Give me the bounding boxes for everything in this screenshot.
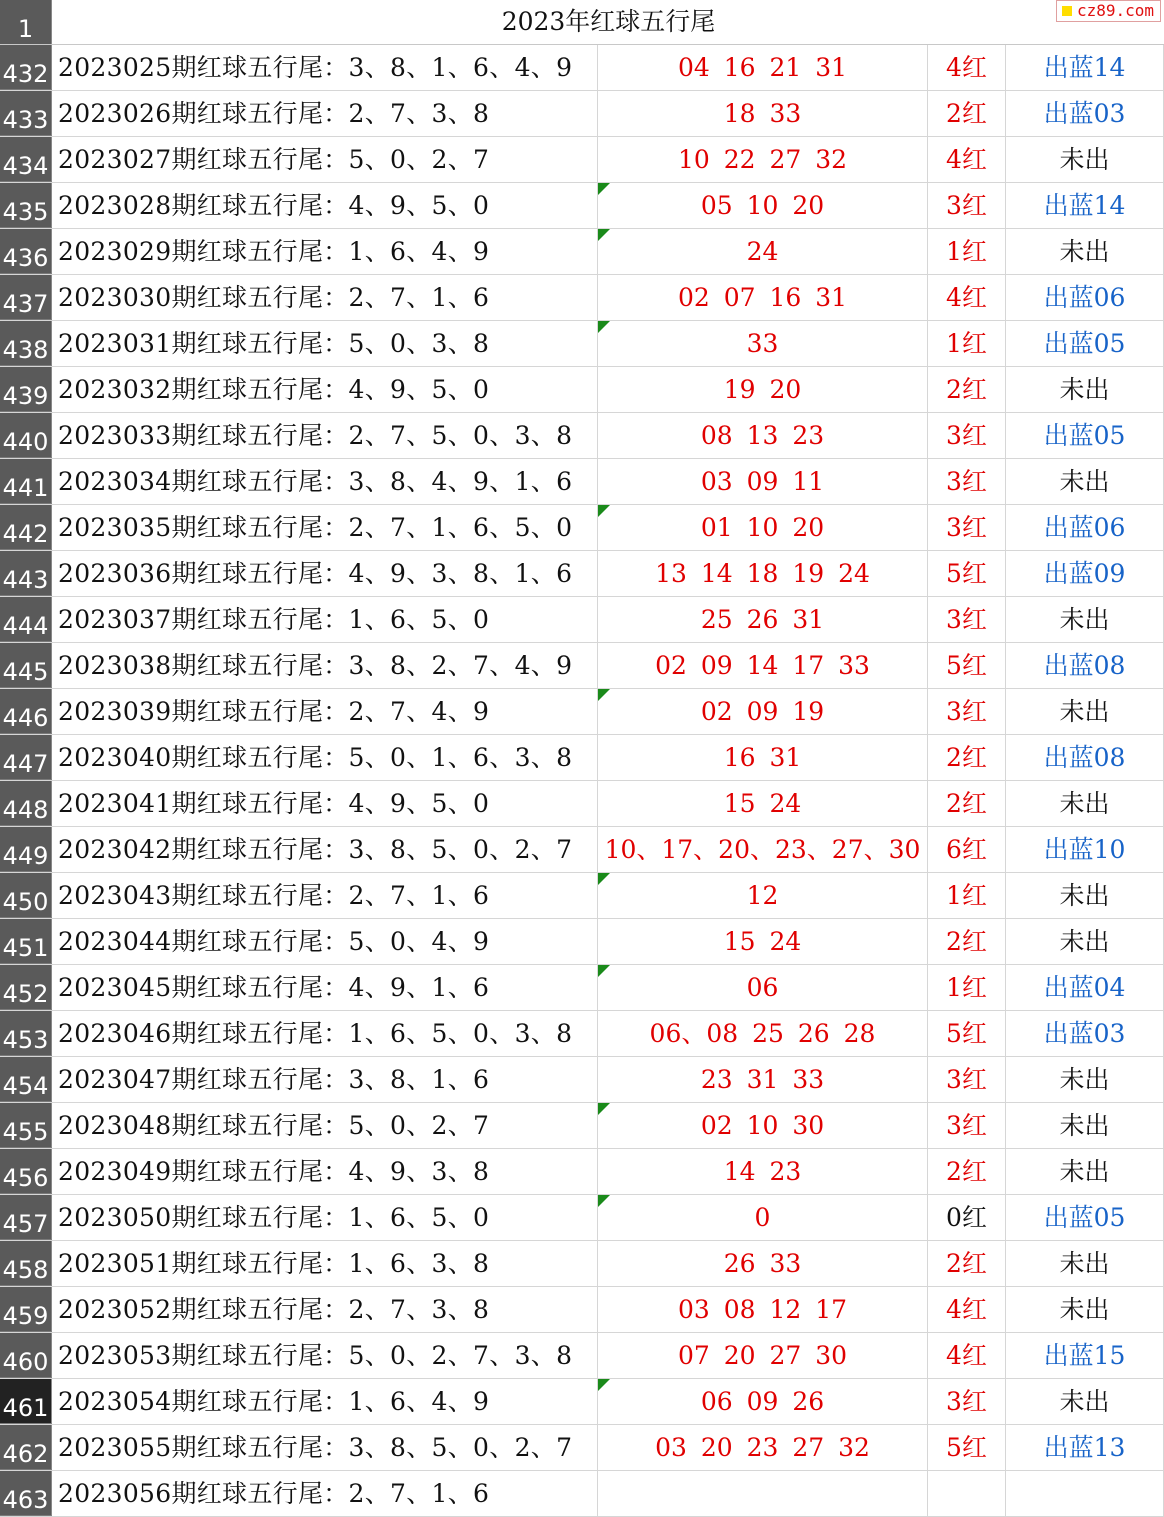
cell-red-balls[interactable] bbox=[598, 45, 928, 90]
cell-red-count[interactable]: 3红 bbox=[928, 1103, 1006, 1148]
row-header[interactable]: 440 bbox=[0, 413, 52, 458]
cell-red-count[interactable]: 5红 bbox=[928, 551, 1006, 596]
red-balls-text: 13 14 18 19 24 bbox=[655, 559, 870, 588]
cell-red-balls[interactable] bbox=[598, 965, 928, 1010]
cell-red-count[interactable]: 5红 bbox=[928, 643, 1006, 688]
table-row[interactable] bbox=[0, 1471, 1164, 1517]
row-header[interactable]: 455 bbox=[0, 1103, 52, 1148]
row-header[interactable]: 456 bbox=[0, 1149, 52, 1194]
cell-period-tails[interactable]: 2023049期红球五行尾：4、9、3、8 bbox=[53, 1149, 598, 1194]
table-row[interactable] bbox=[0, 1425, 1164, 1471]
cell-period-tails[interactable]: 2023026期红球五行尾：2、7、3、8 bbox=[53, 91, 598, 136]
row-header[interactable]: 448 bbox=[0, 781, 52, 826]
cell-red-count[interactable]: 2红 bbox=[928, 1149, 1006, 1194]
cell-blue-result[interactable]: 未出 bbox=[1006, 1103, 1164, 1148]
cell-period-tails[interactable]: 2023053期红球五行尾：5、0、2、7、3、8 bbox=[53, 1333, 598, 1378]
cell-red-balls[interactable] bbox=[598, 1057, 928, 1102]
table-row[interactable] bbox=[0, 873, 1164, 919]
cell-blue-result[interactable]: 出蓝06 bbox=[1006, 275, 1164, 320]
row-header[interactable]: 458 bbox=[0, 1241, 52, 1286]
error-indicator-icon bbox=[598, 229, 610, 241]
red-balls-text: 23 31 33 bbox=[700, 1065, 825, 1094]
row-header[interactable]: 457 bbox=[0, 1195, 52, 1240]
table-row[interactable] bbox=[0, 45, 1164, 91]
row-header[interactable]: 1 bbox=[0, 0, 52, 44]
red-balls-text: 18 33 bbox=[723, 99, 802, 128]
row-header[interactable]: 459 bbox=[0, 1287, 52, 1332]
table-row[interactable] bbox=[0, 781, 1164, 827]
error-indicator-icon bbox=[598, 873, 610, 885]
cell-period-tails[interactable]: 2023043期红球五行尾：2、7、1、6 bbox=[53, 873, 598, 918]
cell-blue-result[interactable]: 未出 bbox=[1006, 597, 1164, 642]
cell-blue-result[interactable]: 出蓝14 bbox=[1006, 183, 1164, 228]
table-row[interactable] bbox=[0, 459, 1164, 505]
table-row[interactable] bbox=[0, 597, 1164, 643]
red-balls-text: 08 13 23 bbox=[700, 421, 825, 450]
cell-blue-result[interactable]: 出蓝10 bbox=[1006, 827, 1164, 872]
cell-blue-result[interactable]: 出蓝15 bbox=[1006, 1333, 1164, 1378]
cell-red-balls[interactable] bbox=[598, 1287, 928, 1332]
cell-red-count[interactable]: 2红 bbox=[928, 367, 1006, 412]
cell-blue-result[interactable]: 未出 bbox=[1006, 137, 1164, 182]
table-row[interactable] bbox=[0, 735, 1164, 781]
cell-red-balls[interactable] bbox=[598, 183, 928, 228]
row-header[interactable]: 434 bbox=[0, 137, 52, 182]
title-row bbox=[0, 0, 1164, 45]
row-header[interactable]: 446 bbox=[0, 689, 52, 734]
table-row[interactable] bbox=[0, 1103, 1164, 1149]
cell-red-count[interactable]: 4红 bbox=[928, 45, 1006, 90]
cell-red-balls[interactable] bbox=[598, 1103, 928, 1148]
cell-red-count[interactable]: 0红 bbox=[928, 1195, 1006, 1240]
table-row[interactable] bbox=[0, 551, 1164, 597]
cell-period-tails[interactable]: 2023025期红球五行尾：3、8、1、6、4、9 bbox=[53, 45, 598, 90]
cell-red-count[interactable]: 2红 bbox=[928, 91, 1006, 136]
cell-period-tails[interactable]: 2023045期红球五行尾：4、9、1、6 bbox=[53, 965, 598, 1010]
cell-red-balls[interactable] bbox=[598, 873, 928, 918]
cell-red-balls[interactable] bbox=[598, 551, 928, 596]
table-row[interactable] bbox=[0, 1241, 1164, 1287]
sheet-title[interactable]: 2023年红球五行尾 bbox=[501, 7, 716, 36]
cell-red-count[interactable]: 3红 bbox=[928, 459, 1006, 504]
cell-red-balls[interactable] bbox=[598, 505, 928, 550]
red-balls-text: 0 bbox=[754, 1203, 771, 1232]
table-row[interactable] bbox=[0, 91, 1164, 137]
cell-red-count[interactable]: 5红 bbox=[928, 1011, 1006, 1056]
cell-red-balls[interactable] bbox=[598, 137, 928, 182]
cell-blue-result[interactable]: 未出 bbox=[1006, 1379, 1164, 1424]
table-row[interactable] bbox=[0, 643, 1164, 689]
cell-period-tails[interactable]: 2023040期红球五行尾：5、0、1、6、3、8 bbox=[53, 735, 598, 780]
cell-red-balls[interactable] bbox=[598, 1011, 928, 1056]
table-row[interactable] bbox=[0, 229, 1164, 275]
row-header[interactable]: 443 bbox=[0, 551, 52, 596]
cell-period-tails[interactable]: 2023032期红球五行尾：4、9、5、0 bbox=[53, 367, 598, 412]
cell-period-tails[interactable]: 2023047期红球五行尾：3、8、1、6 bbox=[53, 1057, 598, 1102]
row-header[interactable]: 449 bbox=[0, 827, 52, 872]
cell-period-tails[interactable]: 2023031期红球五行尾：5、0、3、8 bbox=[53, 321, 598, 366]
table-row[interactable] bbox=[0, 1057, 1164, 1103]
cell-blue-result[interactable]: 出蓝14 bbox=[1006, 45, 1164, 90]
cell-blue-result[interactable]: 未出 bbox=[1006, 229, 1164, 274]
red-balls-text: 24 bbox=[746, 237, 779, 266]
cell-blue-result[interactable]: 出蓝06 bbox=[1006, 505, 1164, 550]
cell-blue-result[interactable]: 未出 bbox=[1006, 1287, 1164, 1332]
row-header[interactable]: 432 bbox=[0, 45, 52, 90]
cell-red-count[interactable]: 3红 bbox=[928, 1379, 1006, 1424]
red-balls-text: 19 20 bbox=[723, 375, 802, 404]
cell-blue-result[interactable]: 出蓝13 bbox=[1006, 1425, 1164, 1470]
cell-red-count[interactable]: 1红 bbox=[928, 873, 1006, 918]
table-row[interactable] bbox=[0, 827, 1164, 873]
cell-period-tails[interactable]: 2023051期红球五行尾：1、6、3、8 bbox=[53, 1241, 598, 1286]
row-header[interactable]: 461 bbox=[0, 1379, 52, 1424]
table-row[interactable] bbox=[0, 919, 1164, 965]
row-header[interactable]: 453 bbox=[0, 1011, 52, 1056]
red-balls-text: 15 24 bbox=[723, 789, 802, 818]
cell-blue-result[interactable]: 未出 bbox=[1006, 459, 1164, 504]
cell-red-balls[interactable] bbox=[598, 459, 928, 504]
cell-red-count[interactable]: 1红 bbox=[928, 965, 1006, 1010]
row-header[interactable]: 433 bbox=[0, 91, 52, 136]
table-row[interactable] bbox=[0, 505, 1164, 551]
red-balls-text: 33 bbox=[746, 329, 779, 358]
table-row[interactable] bbox=[0, 137, 1164, 183]
cell-blue-result[interactable]: 出蓝03 bbox=[1006, 1011, 1164, 1056]
cell-red-count[interactable]: 3红 bbox=[928, 183, 1006, 228]
table-row[interactable] bbox=[0, 1379, 1164, 1425]
cell-period-tails[interactable]: 2023048期红球五行尾：5、0、2、7 bbox=[53, 1103, 598, 1148]
cell-red-count[interactable]: 4红 bbox=[928, 137, 1006, 182]
cell-red-count[interactable]: 1红 bbox=[928, 321, 1006, 366]
red-balls-text: 26 33 bbox=[723, 1249, 802, 1278]
row-header[interactable]: 450 bbox=[0, 873, 52, 918]
red-balls-text: 14 23 bbox=[723, 1157, 802, 1186]
cell-red-balls[interactable] bbox=[598, 1379, 928, 1424]
cell-red-count[interactable]: 3红 bbox=[928, 597, 1006, 642]
red-balls-text: 03 09 11 bbox=[700, 467, 825, 496]
table-row[interactable] bbox=[0, 1011, 1164, 1057]
cell-period-tails[interactable]: 2023050期红球五行尾：1、6、5、0 bbox=[53, 1195, 598, 1240]
table-row[interactable] bbox=[0, 367, 1164, 413]
cell-blue-result[interactable]: 未出 bbox=[1006, 1149, 1164, 1194]
cell-period-tails[interactable]: 2023029期红球五行尾：1、6、4、9 bbox=[53, 229, 598, 274]
red-balls-text: 02 07 16 31 bbox=[677, 283, 848, 312]
table-row[interactable] bbox=[0, 1149, 1164, 1195]
cell-period-tails[interactable]: 2023037期红球五行尾：1、6、5、0 bbox=[53, 597, 598, 642]
cell-blue-result[interactable]: 出蓝05 bbox=[1006, 321, 1164, 366]
cell-red-count[interactable]: 2红 bbox=[928, 781, 1006, 826]
red-balls-text: 10、17、20、23、27、30 bbox=[604, 835, 921, 864]
table-row[interactable] bbox=[0, 183, 1164, 229]
red-balls-text: 15 24 bbox=[723, 927, 802, 956]
cell-red-count[interactable]: 4红 bbox=[928, 275, 1006, 320]
row-header[interactable]: 436 bbox=[0, 229, 52, 274]
error-indicator-icon bbox=[598, 965, 610, 977]
table-row[interactable] bbox=[0, 275, 1164, 321]
cell-red-count[interactable]: 3红 bbox=[928, 1057, 1006, 1102]
cell-period-tails[interactable]: 2023033期红球五行尾：2、7、5、0、3、8 bbox=[53, 413, 598, 458]
red-balls-text: 02 10 30 bbox=[700, 1111, 825, 1140]
cell-red-balls[interactable] bbox=[598, 643, 928, 688]
site-logo: cz89.com bbox=[1056, 0, 1161, 22]
cell-period-tails[interactable]: 2023028期红球五行尾：4、9、5、0 bbox=[53, 183, 598, 228]
cell-period-tails[interactable]: 2023041期红球五行尾：4、9、5、0 bbox=[53, 781, 598, 826]
table-row[interactable] bbox=[0, 413, 1164, 459]
red-balls-text: 03 20 23 27 32 bbox=[655, 1433, 870, 1462]
cell-red-count[interactable]: 2红 bbox=[928, 735, 1006, 780]
red-balls-text: 06 bbox=[746, 973, 779, 1002]
row-header[interactable]: 439 bbox=[0, 367, 52, 412]
cell-red-count[interactable]: 3红 bbox=[928, 689, 1006, 734]
table-row[interactable] bbox=[0, 1333, 1164, 1379]
row-header[interactable]: 444 bbox=[0, 597, 52, 642]
row-header[interactable]: 438 bbox=[0, 321, 52, 366]
cell-red-count[interactable]: 2红 bbox=[928, 919, 1006, 964]
row-header[interactable]: 445 bbox=[0, 643, 52, 688]
cell-blue-result[interactable]: 未出 bbox=[1006, 873, 1164, 918]
red-balls-text: 05 10 20 bbox=[700, 191, 825, 220]
red-balls-text: 25 26 31 bbox=[700, 605, 825, 634]
cell-blue-result[interactable]: 出蓝09 bbox=[1006, 551, 1164, 596]
cell-red-count[interactable]: 4红 bbox=[928, 1287, 1006, 1332]
cell-red-count[interactable]: 1红 bbox=[928, 229, 1006, 274]
row-header[interactable]: 447 bbox=[0, 735, 52, 780]
table-row[interactable] bbox=[0, 1287, 1164, 1333]
cell-red-count[interactable]: 3红 bbox=[928, 413, 1006, 458]
cell-red-balls[interactable] bbox=[598, 827, 928, 872]
cell-red-balls[interactable] bbox=[598, 1195, 928, 1240]
cell-blue-result[interactable]: 出蓝05 bbox=[1006, 413, 1164, 458]
cell-red-count[interactable]: 2红 bbox=[928, 1241, 1006, 1286]
cell-red-balls[interactable] bbox=[598, 1471, 928, 1516]
red-balls-text: 01 10 20 bbox=[700, 513, 825, 542]
red-balls-text: 07 20 27 30 bbox=[677, 1341, 848, 1370]
cell-period-tails[interactable]: 2023046期红球五行尾：1、6、5、0、3、8 bbox=[53, 1011, 598, 1056]
row-header[interactable]: 462 bbox=[0, 1425, 52, 1470]
cell-red-count[interactable]: 6红 bbox=[928, 827, 1006, 872]
error-indicator-icon bbox=[598, 505, 610, 517]
error-indicator-icon bbox=[598, 183, 610, 195]
cell-red-balls[interactable] bbox=[598, 1149, 928, 1194]
cell-period-tails[interactable]: 2023034期红球五行尾：3、8、4、9、1、6 bbox=[53, 459, 598, 504]
table-row[interactable] bbox=[0, 689, 1164, 735]
cell-blue-result[interactable]: 出蓝08 bbox=[1006, 735, 1164, 780]
red-balls-text: 02 09 19 bbox=[700, 697, 825, 726]
cell-blue-result[interactable]: 未出 bbox=[1006, 919, 1164, 964]
table-body bbox=[0, 45, 1164, 1517]
cell-blue-result[interactable]: 出蓝08 bbox=[1006, 643, 1164, 688]
cell-period-tails[interactable]: 2023044期红球五行尾：5、0、4、9 bbox=[53, 919, 598, 964]
error-indicator-icon bbox=[598, 1195, 610, 1207]
cell-period-tails[interactable]: 2023036期红球五行尾：4、9、3、8、1、6 bbox=[53, 551, 598, 596]
red-balls-text: 02 09 14 17 33 bbox=[655, 651, 870, 680]
cell-red-count[interactable]: 3红 bbox=[928, 505, 1006, 550]
cell-period-tails[interactable]: 2023038期红球五行尾：3、8、2、7、4、9 bbox=[53, 643, 598, 688]
cell-red-balls[interactable] bbox=[598, 367, 928, 412]
row-header[interactable]: 435 bbox=[0, 183, 52, 228]
row-header[interactable]: 463 bbox=[0, 1471, 52, 1516]
cell-red-balls[interactable] bbox=[598, 229, 928, 274]
cell-period-tails[interactable]: 2023035期红球五行尾：2、7、1、6、5、0 bbox=[53, 505, 598, 550]
cell-blue-result[interactable]: 未出 bbox=[1006, 689, 1164, 734]
cell-red-balls[interactable] bbox=[598, 1241, 928, 1286]
cell-blue-result[interactable]: 未出 bbox=[1006, 367, 1164, 412]
cell-red-balls[interactable] bbox=[598, 275, 928, 320]
cell-red-balls[interactable] bbox=[598, 1425, 928, 1470]
cell-red-balls[interactable] bbox=[598, 597, 928, 642]
cell-period-tails[interactable]: 2023042期红球五行尾：3、8、5、0、2、7 bbox=[53, 827, 598, 872]
red-balls-text: 03 08 12 17 bbox=[677, 1295, 848, 1324]
red-balls-text: 10 22 27 32 bbox=[677, 145, 848, 174]
row-header[interactable]: 452 bbox=[0, 965, 52, 1010]
row-header[interactable]: 437 bbox=[0, 275, 52, 320]
cell-red-balls[interactable] bbox=[598, 321, 928, 366]
cell-period-tails[interactable]: 2023039期红球五行尾：2、7、4、9 bbox=[53, 689, 598, 734]
cell-period-tails[interactable]: 2023030期红球五行尾：2、7、1、6 bbox=[53, 275, 598, 320]
cell-red-count[interactable] bbox=[928, 1471, 1006, 1516]
cell-red-balls[interactable] bbox=[598, 1333, 928, 1378]
cell-blue-result[interactable]: 出蓝04 bbox=[1006, 965, 1164, 1010]
cell-period-tails[interactable]: 2023056期红球五行尾：2、7、1、6 bbox=[53, 1471, 598, 1516]
error-indicator-icon bbox=[598, 689, 610, 701]
cell-period-tails[interactable]: 2023027期红球五行尾：5、0、2、7 bbox=[53, 137, 598, 182]
red-balls-text: 06、08 25 26 28 bbox=[649, 1019, 876, 1048]
row-header[interactable]: 451 bbox=[0, 919, 52, 964]
cell-blue-result[interactable]: 未出 bbox=[1006, 1241, 1164, 1286]
red-balls-text: 06 09 26 bbox=[700, 1387, 825, 1416]
table-row[interactable] bbox=[0, 965, 1164, 1011]
row-header[interactable]: 442 bbox=[0, 505, 52, 550]
error-indicator-icon bbox=[598, 321, 610, 333]
error-indicator-icon bbox=[598, 1103, 610, 1115]
red-balls-text: 04 16 21 31 bbox=[677, 53, 848, 82]
cell-blue-result[interactable]: 未出 bbox=[1006, 781, 1164, 826]
cell-red-count[interactable]: 5红 bbox=[928, 1425, 1006, 1470]
row-header[interactable]: 454 bbox=[0, 1057, 52, 1102]
error-indicator-icon bbox=[598, 1379, 610, 1391]
row-header[interactable]: 460 bbox=[0, 1333, 52, 1378]
cell-red-balls[interactable] bbox=[598, 689, 928, 734]
table-row[interactable] bbox=[0, 321, 1164, 367]
cell-red-balls[interactable] bbox=[598, 781, 928, 826]
cell-red-balls[interactable] bbox=[598, 735, 928, 780]
cell-blue-result[interactable]: 出蓝05 bbox=[1006, 1195, 1164, 1240]
cell-blue-result[interactable] bbox=[1006, 1471, 1164, 1516]
cell-blue-result[interactable]: 出蓝03 bbox=[1006, 91, 1164, 136]
red-balls-text: 12 bbox=[746, 881, 779, 910]
cell-red-count[interactable]: 4红 bbox=[928, 1333, 1006, 1378]
cell-red-balls[interactable] bbox=[598, 413, 928, 458]
cell-period-tails[interactable]: 2023054期红球五行尾：1、6、4、9 bbox=[53, 1379, 598, 1424]
cell-blue-result[interactable]: 未出 bbox=[1006, 1057, 1164, 1102]
cell-period-tails[interactable]: 2023055期红球五行尾：3、8、5、0、2、7 bbox=[53, 1425, 598, 1470]
cell-period-tails[interactable]: 2023052期红球五行尾：2、7、3、8 bbox=[53, 1287, 598, 1332]
red-balls-text: 16 31 bbox=[723, 743, 802, 772]
row-header[interactable]: 441 bbox=[0, 459, 52, 504]
cell-red-balls[interactable] bbox=[598, 91, 928, 136]
cell-red-balls[interactable] bbox=[598, 919, 928, 964]
table-row[interactable] bbox=[0, 1195, 1164, 1241]
